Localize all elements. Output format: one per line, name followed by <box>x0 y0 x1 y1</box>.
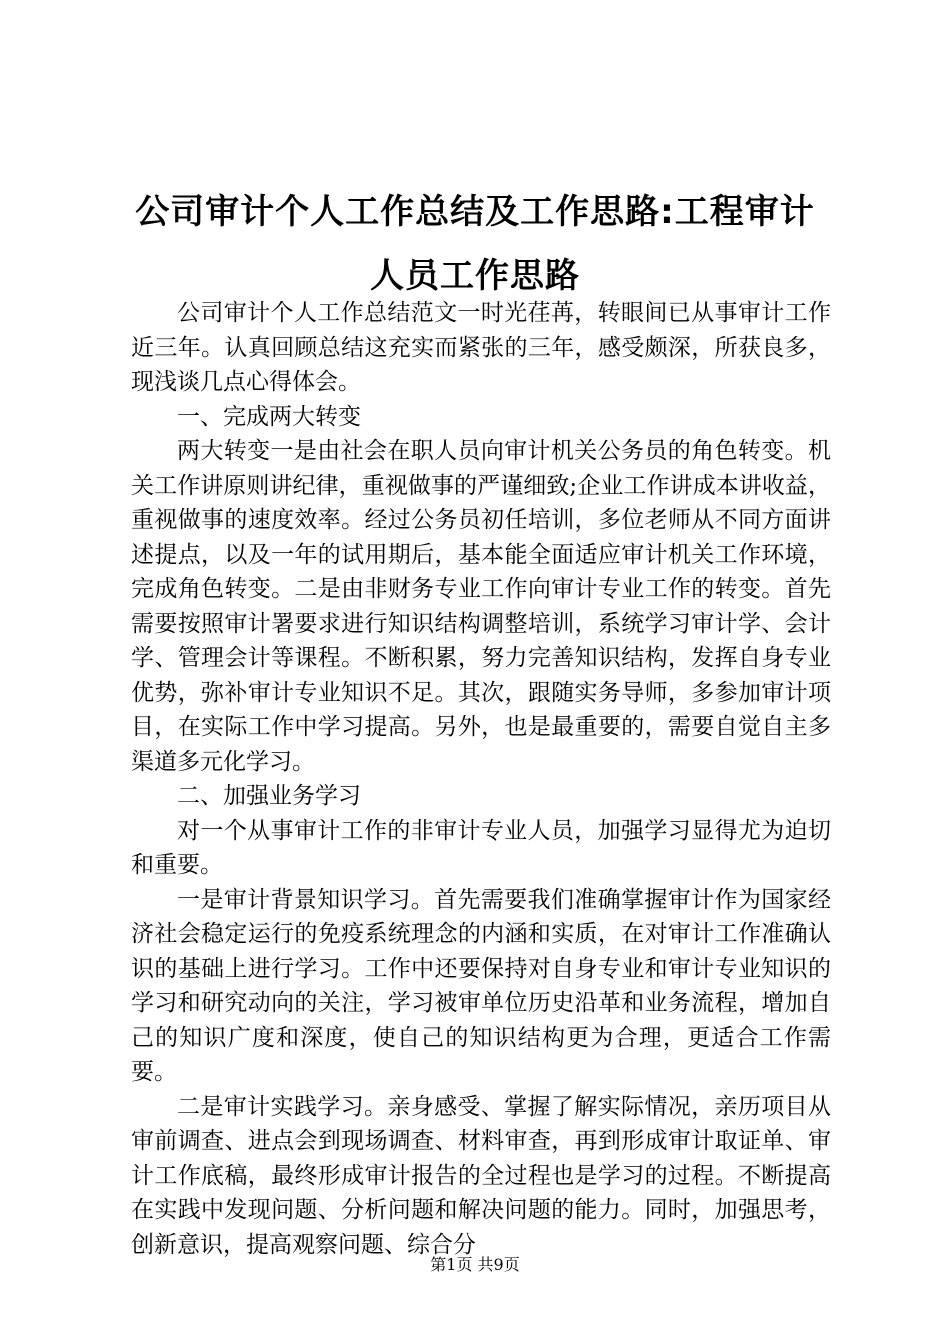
page-number-footer: 第1页 共9页 <box>430 1255 520 1274</box>
body-paragraph: 二是审计实践学习。亲身感受、掌握了解实际情况，亲历项目从审前调查、进点会到现场调查、材料审查，再到形成审计取证单、审计工作底稿，最终形成审计报告的全过程也是学习的过程。不断提高在实践中发现问题、分析问题和解决问题的能力。同时，加强思考，创新意识，提高观察问题、综合分 <box>131 1093 831 1258</box>
section-heading-2: 二、加强业务学习 <box>177 783 361 809</box>
body-paragraph: 一是审计背景知识学习。首先需要我们准确掌握审计作为国家经济社会稳定运行的免疫系统理念的内涵和实质，在对审计工作准确认识的基础上进行学习。工作中还要保持对自身专业和审计专业知识的学习和研究动向的关注，学习被审单位历史沿革和业务流程，增加自己的知识广度和深度，使自己的知识结构更为合理，更适合工作需要。 <box>131 886 831 1085</box>
document-title-line-2: 人员工作思路 <box>370 256 580 296</box>
section-heading-1: 一、完成两大转变 <box>177 403 361 430</box>
body-paragraph: 两大转变一是由社会在职人员向审计机关公务员的角色转变。机关工作讲原则讲纪律，重视做事的严谨细致;企业工作讲成本讲收益，重视做事的速度效率。经过公务员初任培训，多位老师从不同方面讲述提点，以及一年的试用期后，基本能全面适应审计机关工作环境，完成角色转变。二是由非财务专业工作向审计专业工作的转变。首先需要按照审计署要求进行知识结构调整培训，系统学习审计学、会计学、管理会计等课程。不断积累，努力完善知识结构，发挥自身专业优势，弥补审计专业知识不足。其次，跟随实务导师，多参加审计项目，在实际工作中学习提高。另外，也是最重要的，需要自觉自主多渠道多元化学习。 <box>131 438 831 775</box>
body-paragraph: 对一个从事审计工作的非审计专业人员，加强学习显得尤为迫切和重要。 <box>131 817 831 878</box>
document-body <box>131 296 831 1262</box>
intro-paragraph: 公司审计个人工作总结范文一时光荏苒，转眼间已从事审计工作近三年。认真回顾总结这充实而紧张的三年，感受颇深，所获良多，现浅谈几点心得体会。 <box>131 300 831 395</box>
document-title-line-1: 公司审计个人工作总结及工作思路:工程审计 <box>135 192 815 232</box>
